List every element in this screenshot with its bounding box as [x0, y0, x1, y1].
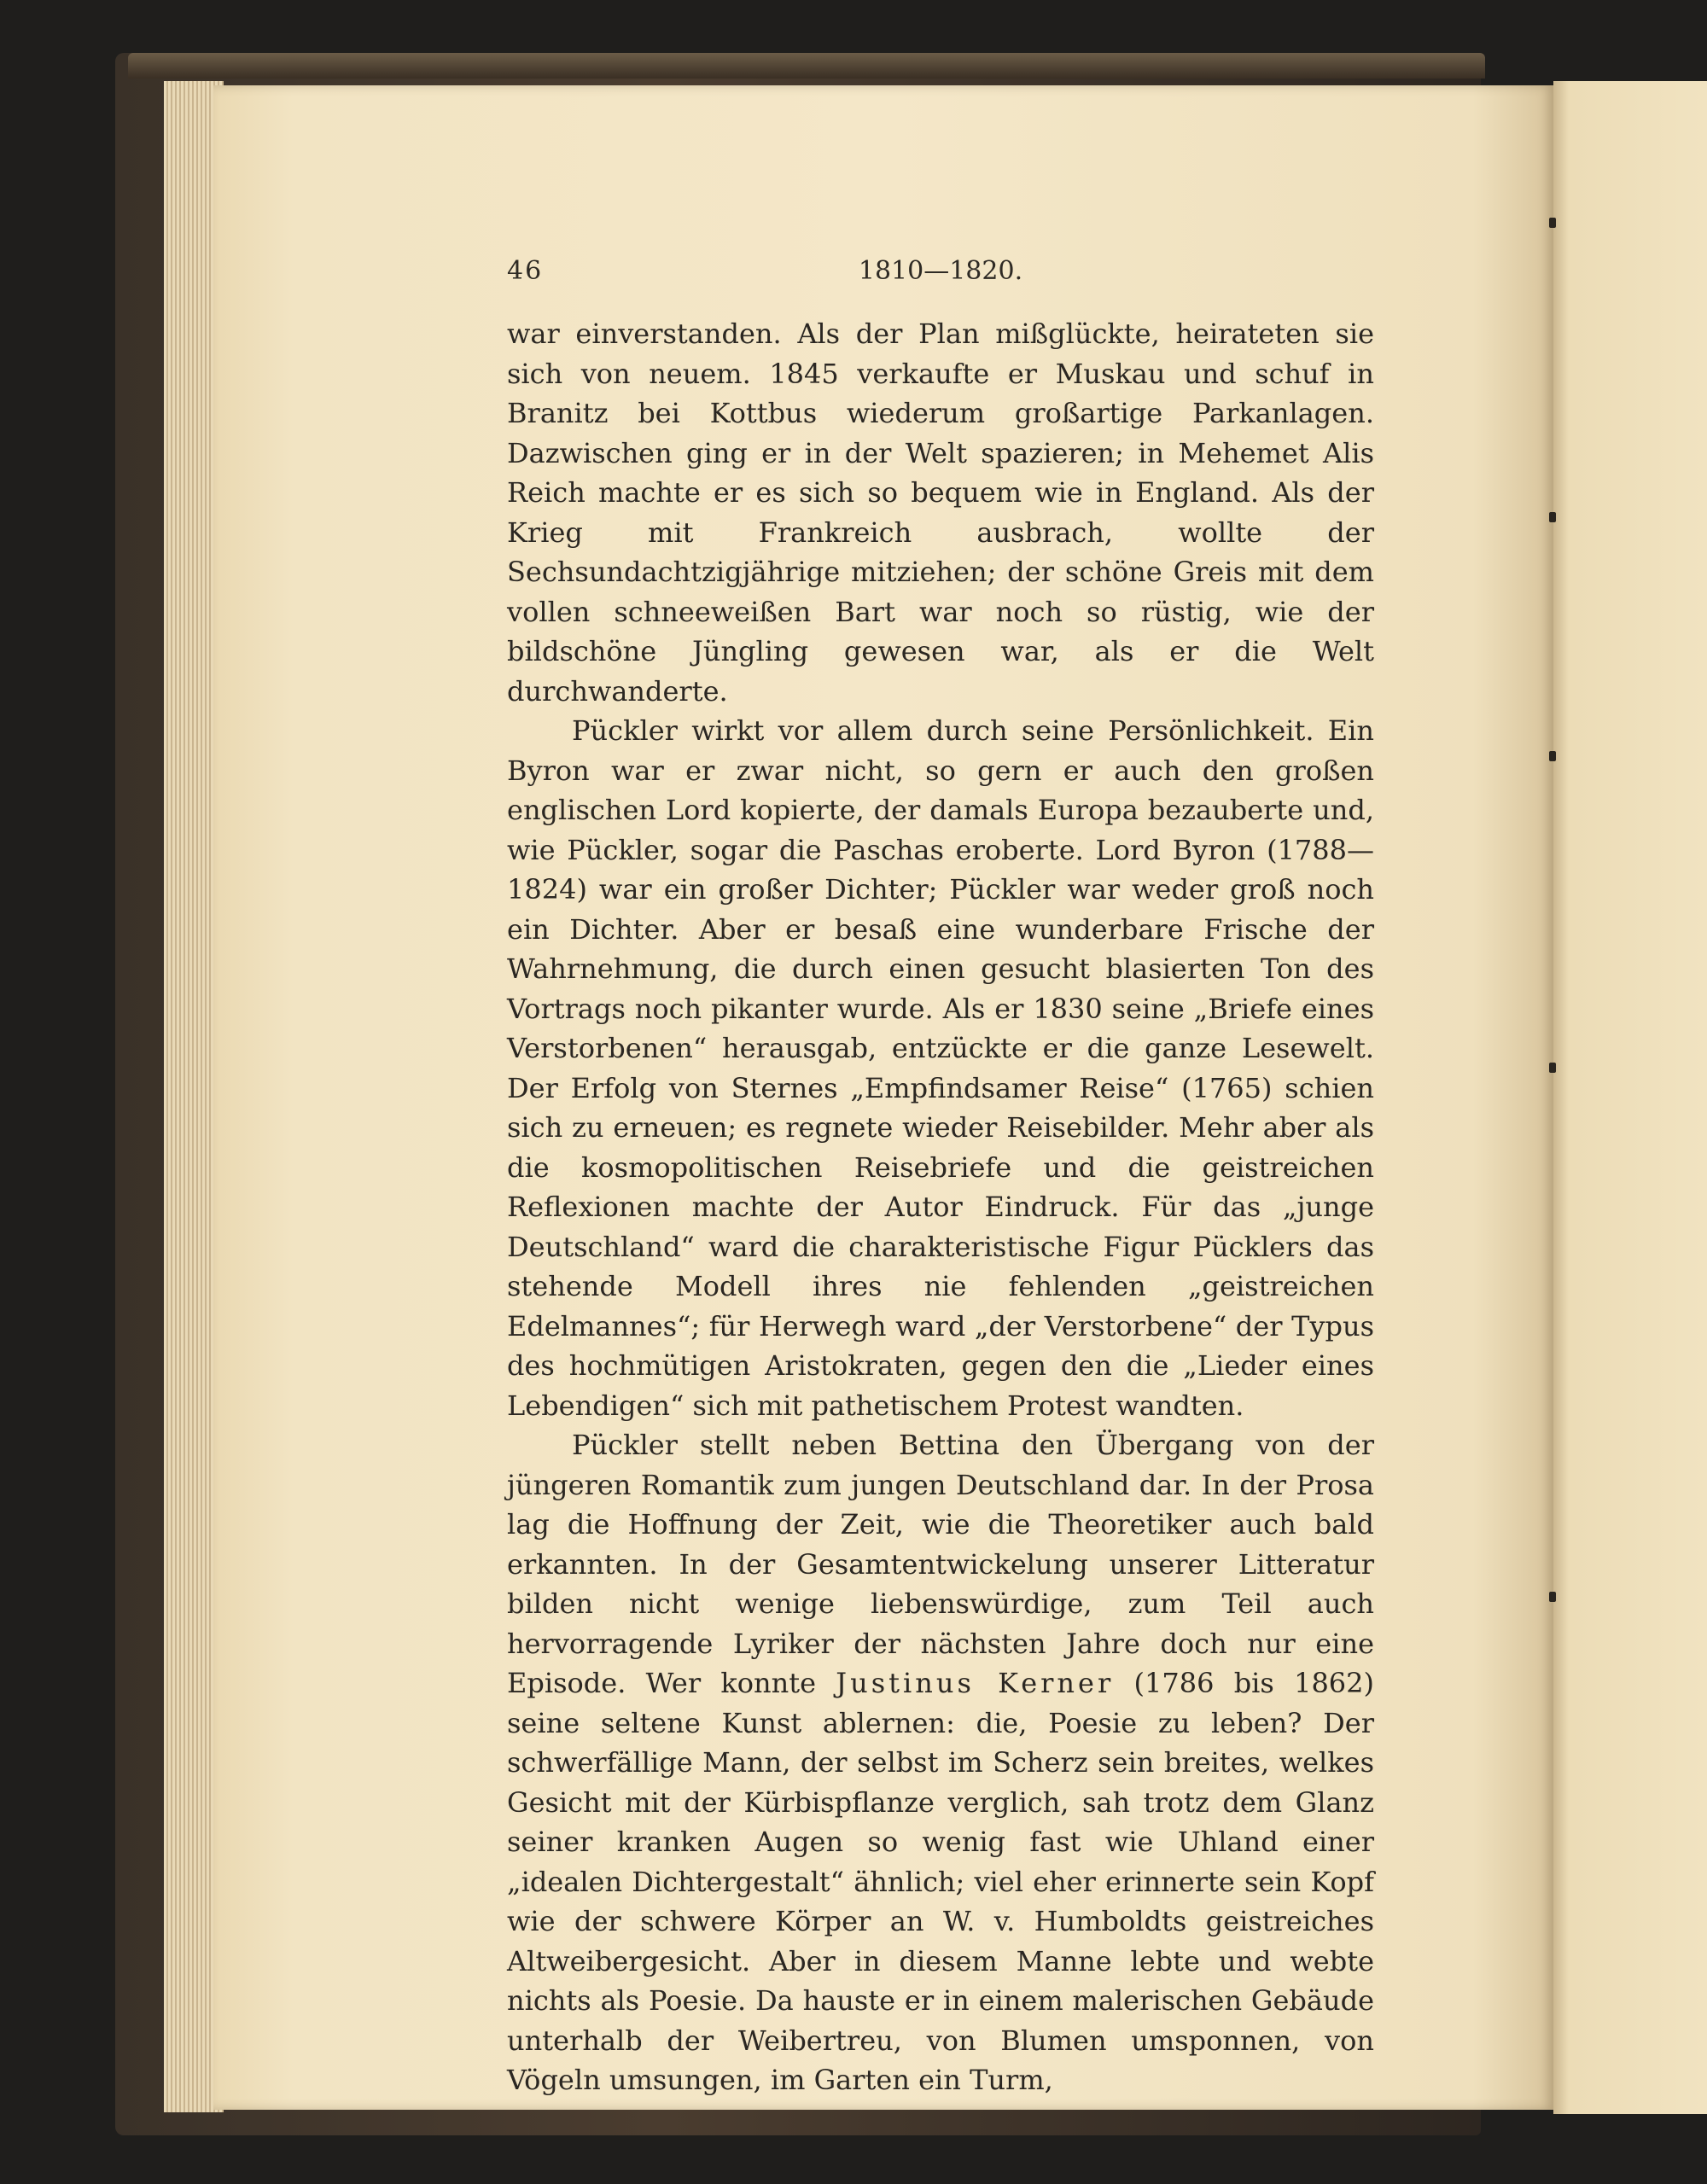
- cover-top-edge: [128, 53, 1485, 79]
- margin-mark: [1549, 1063, 1556, 1073]
- paragraph-3-start: Pückler stellt neben Bettina den Übergang von der jüngeren Romantik zum jungen Deutschland dar. In der Prosa lag die Hoffnung der Zeit, wie die Theoretiker auch bald erkannten. In der Gesamtentwickelung unserer Litteratur bilden nicht wenige liebenswürdige, zum Teil auch hervorragende Lyriker der nächsten Jahre doch nur eine Episode. Wer konnte: [507, 1429, 1374, 1699]
- page-number: 46: [507, 256, 544, 286]
- margin-mark: [1549, 512, 1556, 522]
- paragraph-1: war einverstanden. Als der Plan mißglückte, heirateten sie sich von neuem. 1845 verkaufte er Muskau und schuf in Branitz bei Kottbus wiederum großartige Parkanlagen. Dazwischen ging er in der Welt spazieren; in Mehemet Alis Reich machte er es sich so bequem wie in England. Als der Krieg mit Frankreich ausbrach, wollte der Sechsundachtzigjährige mitziehen; der schöne Greis mit dem vollen schneeweißen Bart war noch so rüstig, wie der bildschöne Jüngling gewesen war, als er die Welt durchwanderte.: [507, 317, 1374, 708]
- paragraph-3-end: (1786 bis 1862) seine seltene Kunst ablernen: die, Poesie zu leben? Der schwerfällige Mann, der selbst im Scherz sein breites, welkes Gesicht mit der Kürbispflanze verglich, sah trotz dem Glanz seiner kranken Augen so wenig fast wie Uhland einer „idealen Dichtergestalt“ ähnlich; viel eher erinnerte sein Kopf wie der schwere Körper an W. v. Humboldts geistreiches Altweibergesicht. Aber in diesem Manne lebte und webte nichts als Poesie. Da hauste er in einem malerischen Gebäude unterhalb der Weibertreu, von Blumen umsponnen, von Vögeln umsungen, im Garten ein Turm,: [507, 1667, 1374, 2096]
- body-text: [507, 314, 1374, 2100]
- margin-mark: [1549, 751, 1556, 761]
- author-name-kerner: Justinus Kerner: [836, 1667, 1115, 1699]
- margin-mark: [1549, 1592, 1556, 1602]
- facing-page-edge: [1553, 81, 1707, 2114]
- paragraph-2: Pückler wirkt vor allem durch seine Persönlichkeit. Ein Byron war er zwar nicht, so gern er auch den großen englischen Lord kopierte, der damals Europa bezauberte und, wie Pückler, sogar die Paschas eroberte. Lord Byron (1788—1824) war ein großer Dichter; Pückler war weder groß noch ein Dichter. Aber er besaß eine wunderbare Frische der Wahrnehmung, die durch einen gesucht blasierten Ton des Vortrags noch pikanter wurde. Als er 1830 seine „Briefe eines Verstorbenen“ herausgab, entzückte er die ganze Lesewelt. Der Erfolg von Sternes „Empfindsamer Reise“ (1765) schien sich zu erneuen; es regnete wieder Reisebilder. Mehr aber als die kosmopolitischen Reisebriefe und die geistreichen Reflexionen machte der Autor Eindruck. Für das „junge Deutschland“ ward die charakteristische Figur Pücklers das stehende Modell ihres nie fehlenden „geistreichen Edelmannes“; für Herwegh ward „der Verstorbene“ der Typus des hochmütigen Aristokraten, gegen den die „Lieder eines Lebendigen“ sich mit pathetischem Protest wandten.: [507, 714, 1374, 1422]
- paragraph-3: [507, 1425, 1374, 2100]
- page-header: [507, 256, 1374, 290]
- running-title: 1810—1820.: [858, 256, 1023, 286]
- margin-mark: [1549, 218, 1556, 228]
